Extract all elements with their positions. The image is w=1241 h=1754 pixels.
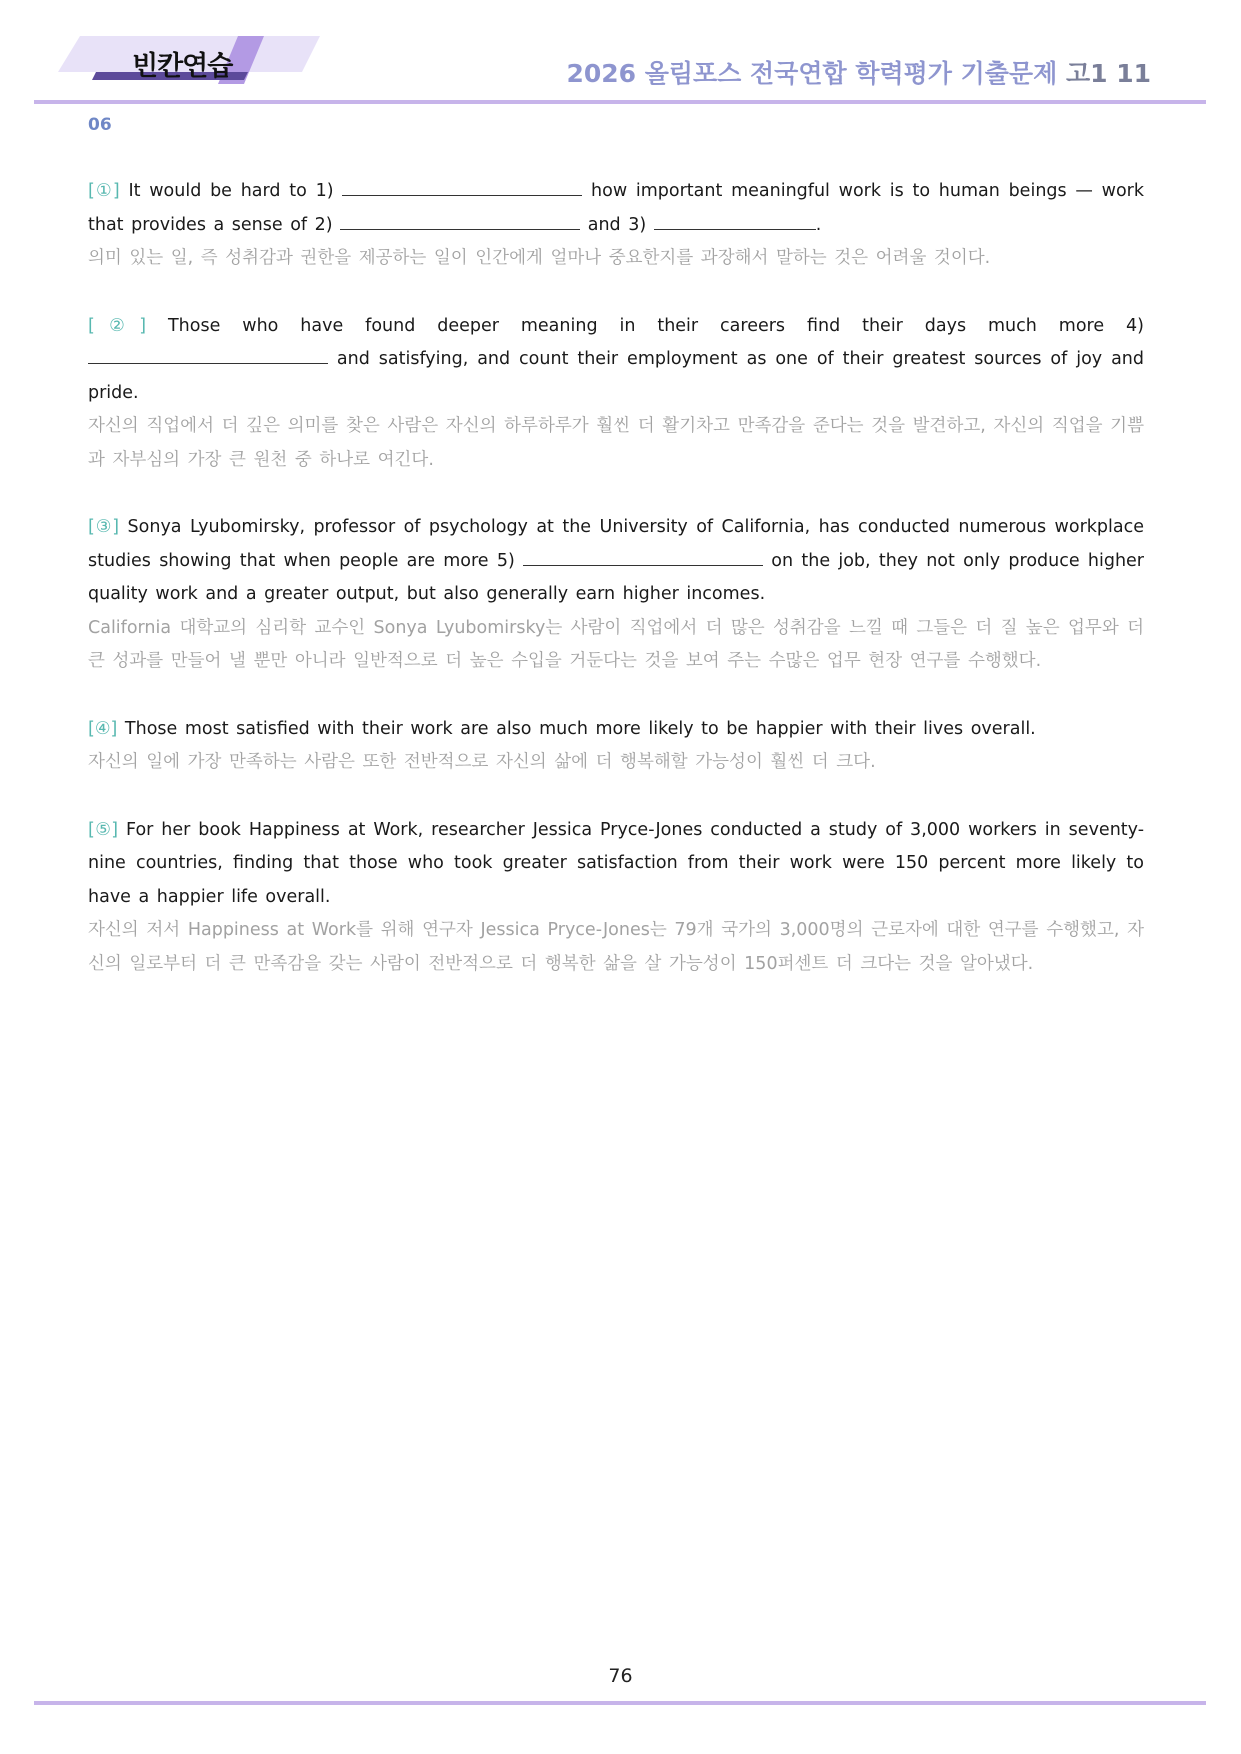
page-number: 76 [608,1665,633,1687]
korean-translation: 자신의 저서 Happiness at Work를 위해 연구자 Jessica Pryce-Jones는 79개 국가의 3,000명의 근로자에 대한 연구를 수행했고, 자신의 일로부터 더 큰 만족감을 갖는 사람이 전반적으로 더 행복한 삶을 살 가능성이 150퍼센트 더 크다는 것을 알아냈다. [88,920,1144,974]
korean-translation: California 대학교의 심리학 교수인 Sonya Lyubomirsky는 사람이 직업에서 더 많은 성취감을 느낄 때 그들은 더 질 높은 업무와 더 큰 성과를 만들어 낼 뿐만 아니라 일반적으로 더 높은 수입을 거둔다는 것을 보여 주는 수많은 업무 현장 연구를 수행했다. [88,617,1144,671]
header-divider [34,100,1206,104]
english-sentence [88,511,1144,612]
sentence-text: on the job, they not only produce higher quality work and a greater output, but also generally earn higher incomes. [88,550,1144,604]
paragraph-1 [88,175,1144,276]
sentence-text: For her book Happiness at Work, researcher Jessica Pryce-Jones conducted a study of 3,000 workers in seventy-nine countries, finding that those who took greater satisfaction from their work were 150 percent more likely to have a happier life overall. [88,819,1145,907]
paragraph-2 [88,310,1144,478]
exam-title [566,54,1151,90]
sentence-text: . [815,214,822,235]
question-number: 06 [88,115,112,135]
sentence-text: Sonya Lyubomirsky, professor of psychology at the University of California, has conducted numerous workplace studies showing that when people are more 5) [88,517,1144,571]
blank-3[interactable] [654,211,816,230]
paragraph-5 [88,814,1144,982]
sentence-text: how important meaningful work is to human beings — work that provides a sense of 2) [88,181,1144,235]
korean-translation: 자신의 일에 가장 만족하는 사람은 또한 전반적으로 자신의 삶에 더 행복해할 가능성이 훨씬 더 크다. [88,752,876,772]
english-sentence [88,814,1144,915]
blank-4[interactable] [88,345,328,364]
sentence-text: Those most satisfied with their work are also much more likely to be happier with their lives overall. [124,718,1036,739]
section-label: 빈칸연습 [132,51,233,82]
blank-1[interactable] [342,177,582,196]
sentence-text: Those who have found deeper meaning in their careers find their days much more 4) [167,315,1144,336]
sentence-text: It would be hard to 1) [128,181,343,201]
english-sentence [88,175,1144,242]
korean-translation: 의미 있는 일, 즉 성취감과 권한을 제공하는 일이 인간에게 얼마나 중요한지를 과장해서 말하는 것은 어려울 것이다. [88,248,991,268]
sentence-marker: [③] [88,517,120,537]
blank-2[interactable] [340,211,580,230]
sentence-marker: [④] [88,718,118,739]
exam-name: 2026 올림포스 전국연합 학력평가 기출문제 [566,59,1058,88]
english-sentence [88,713,1144,747]
sentence-marker: [②] [88,315,147,336]
sentence-marker: [⑤] [88,819,119,840]
sentence-text: and 3) [580,214,654,235]
english-sentence [88,310,1144,411]
sentence-marker: [①] [88,181,120,201]
page-header [0,0,1241,110]
blank-5[interactable] [523,547,763,566]
paragraph-3 [88,511,1144,679]
footer-divider [34,1701,1206,1705]
exam-grade: 고1 11 [1065,59,1151,88]
paragraph-4 [88,713,1144,780]
korean-translation: 자신의 직업에서 더 깊은 의미를 찾은 사람은 자신의 하루하루가 훨씬 더 활기차고 만족감을 준다는 것을 발견하고, 자신의 직업을 기쁨과 자부심의 가장 큰 원천 중 하나로 여긴다. [88,416,1144,470]
sentence-text: and satisfying, and count their employment as one of their greatest sources of joy and pride. [88,349,1144,403]
passage [88,175,1144,1015]
